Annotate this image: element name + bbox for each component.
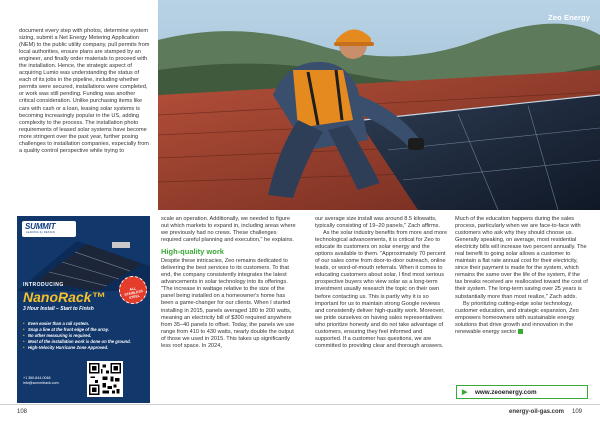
column-3-paragraph-2: [455, 301, 588, 336]
arrow-right-icon: ▶: [462, 389, 468, 396]
column-2-paragraph: our average size install was around 8.5 kilowatts, typically consisting of 19–20 panels," Zach affirms.: [315, 216, 441, 230]
closing-paragraph-text: By prioritizing cutting-edge solar technology, customer education, and strategic expansion, Zeo empowers homeowners with sustainable energy solutions that drive growth and innovation in the renewable energy sector: [455, 300, 579, 335]
hero-photo-solar-installer: [158, 0, 600, 210]
ad-feature-list: [23, 321, 147, 351]
summit-logo: [22, 221, 76, 237]
website-link[interactable]: [456, 385, 588, 399]
ad-feature-item: • Even easier than a rail system.: [23, 321, 147, 327]
ad-feature-item: • Snap a line at the front edge of the array.: [23, 327, 147, 333]
column-3-paragraph: Much of the education happens during the sales process, particularly when we are face-to-face with customers who ask why they should choose us. Generally speaking, on average, most residential electricity bills will increase two percent annually. The real benefit to going solar allows a customer to maintain a flat rate annual cost for their electricity, since their payment is made for the system, which remains the same over the life of the system, if the tax breaks received are reallocated toward the cost of their system. The long-term saving over 25 years is substantially more than most realize," Zach adds.: [455, 216, 588, 300]
intro-text-column: [19, 28, 152, 155]
article-column-3: [455, 216, 588, 336]
ad-introducing: INTRODUCING: [23, 282, 64, 288]
article-column-1: [161, 216, 297, 350]
intro-paragraph: document every step with photos, determine system sizing, submit a Net Energy Metering Application (NEM) to the public utility company, pull permits from local authorities, ensure plans are stamped by an engineer, and finally order materials to proceed with the installation. Hence, the strategic aspect of acquiring Lumio was understanding the status of each of its jobs in the pipeline, including whether permits were secured, installations were completed, or work was still pending. Funding was another critical consideration. Unlike purchasing items like cars with cash or a loan, leasing solar systems is becoming increasingly popular in the US, adding complexity to the process. The installation photo requirements of leased solar systems have become more stringent over the past year, further posing challenges to installation companies, especially from a quality control perspective while trying to: [19, 28, 150, 154]
end-of-article-mark: [518, 329, 523, 334]
footer-site-name: energy-oil-gas.com: [509, 409, 565, 415]
ad-contact: +1 360-844-0048 info@summitrack.com: [23, 376, 59, 385]
qr-code-icon[interactable]: [87, 361, 123, 397]
ad-product-name: NanoRack™: [23, 289, 106, 305]
column-1-paragraph: scale an operation. Additionally, we needed to figure out which markets to expand in, including areas where we previously had no crews. These challenges required careful planning and execution," he explains.: [161, 216, 296, 244]
summit-logo-subtitle: LEADING by DESIGN: [26, 231, 55, 234]
page-number-left: 108: [17, 409, 28, 415]
summit-nanorack-advertisement[interactable]: [17, 216, 150, 403]
column-2-paragraph-2: As the solar industry benefits from more and more technological advancements, it is critical for Zeo to educate its customers on solar energy and the options available to them. "Approximately 70 percent of our sales come from door-to-door outreach, online leads, or word-of-mouth referrals. When it comes to educating customers about solar, I find most serious prospective buyers who view solar as a long-term investment usually research the topic on their own before contacting us. This is partly why it is so important for us to maintain strong Google reviews and consistently deliver high-quality work. Moreover, we pride ourselves on having sales representatives who prioritize honesty and do not take advantage of customers, ensuring they feel informed and supported. If a customer has questions, we are committed to providing clear and thorough answers.: [315, 230, 448, 349]
section-subhead: High-quality work: [161, 247, 224, 257]
column-1-paragraph-2: Despite these intricacies, Zeo remains dedicated to delivering the best services to its customers. To that end, the company consistently integrates the latest advancements in solar technology into its offerings. "The increase in wattage relative to the size of the panel being installed on a homeowner's home has been a game-changer for our clients. When I started installing in 2015, panels averaged 180 to 200 watts, meaning an electricity bill of $300 required anywhere from 35–40 panels to offset. Today, the panels we use range from 410 to 430 watts, nearly double the output of those we used in 2015. This takes up significantly less roof space. In 2024,: [161, 258, 295, 349]
website-url[interactable]: www.zeoenergy.com: [475, 389, 537, 396]
ad-tagline: 3 Hour Install – Start to Finish: [23, 306, 94, 312]
stainless-steel-badge: ALL STAINLESS STEEL: [116, 273, 149, 306]
page-number-right: 109: [572, 409, 583, 415]
ad-feature-item: • High-Velocity Hurricane Zone Approved.: [23, 345, 147, 351]
ad-feature-item: • No other measuring is required.: [23, 333, 147, 339]
summit-logo-text: SUMMIT: [25, 222, 56, 231]
installer-photo-illustration: [158, 0, 600, 210]
footer-divider: [0, 404, 600, 405]
brand-label: Zeo Energy: [548, 13, 590, 22]
ad-feature-item: • Most of the installation work is done on the ground.: [23, 339, 147, 345]
article-column-2: [315, 216, 449, 350]
